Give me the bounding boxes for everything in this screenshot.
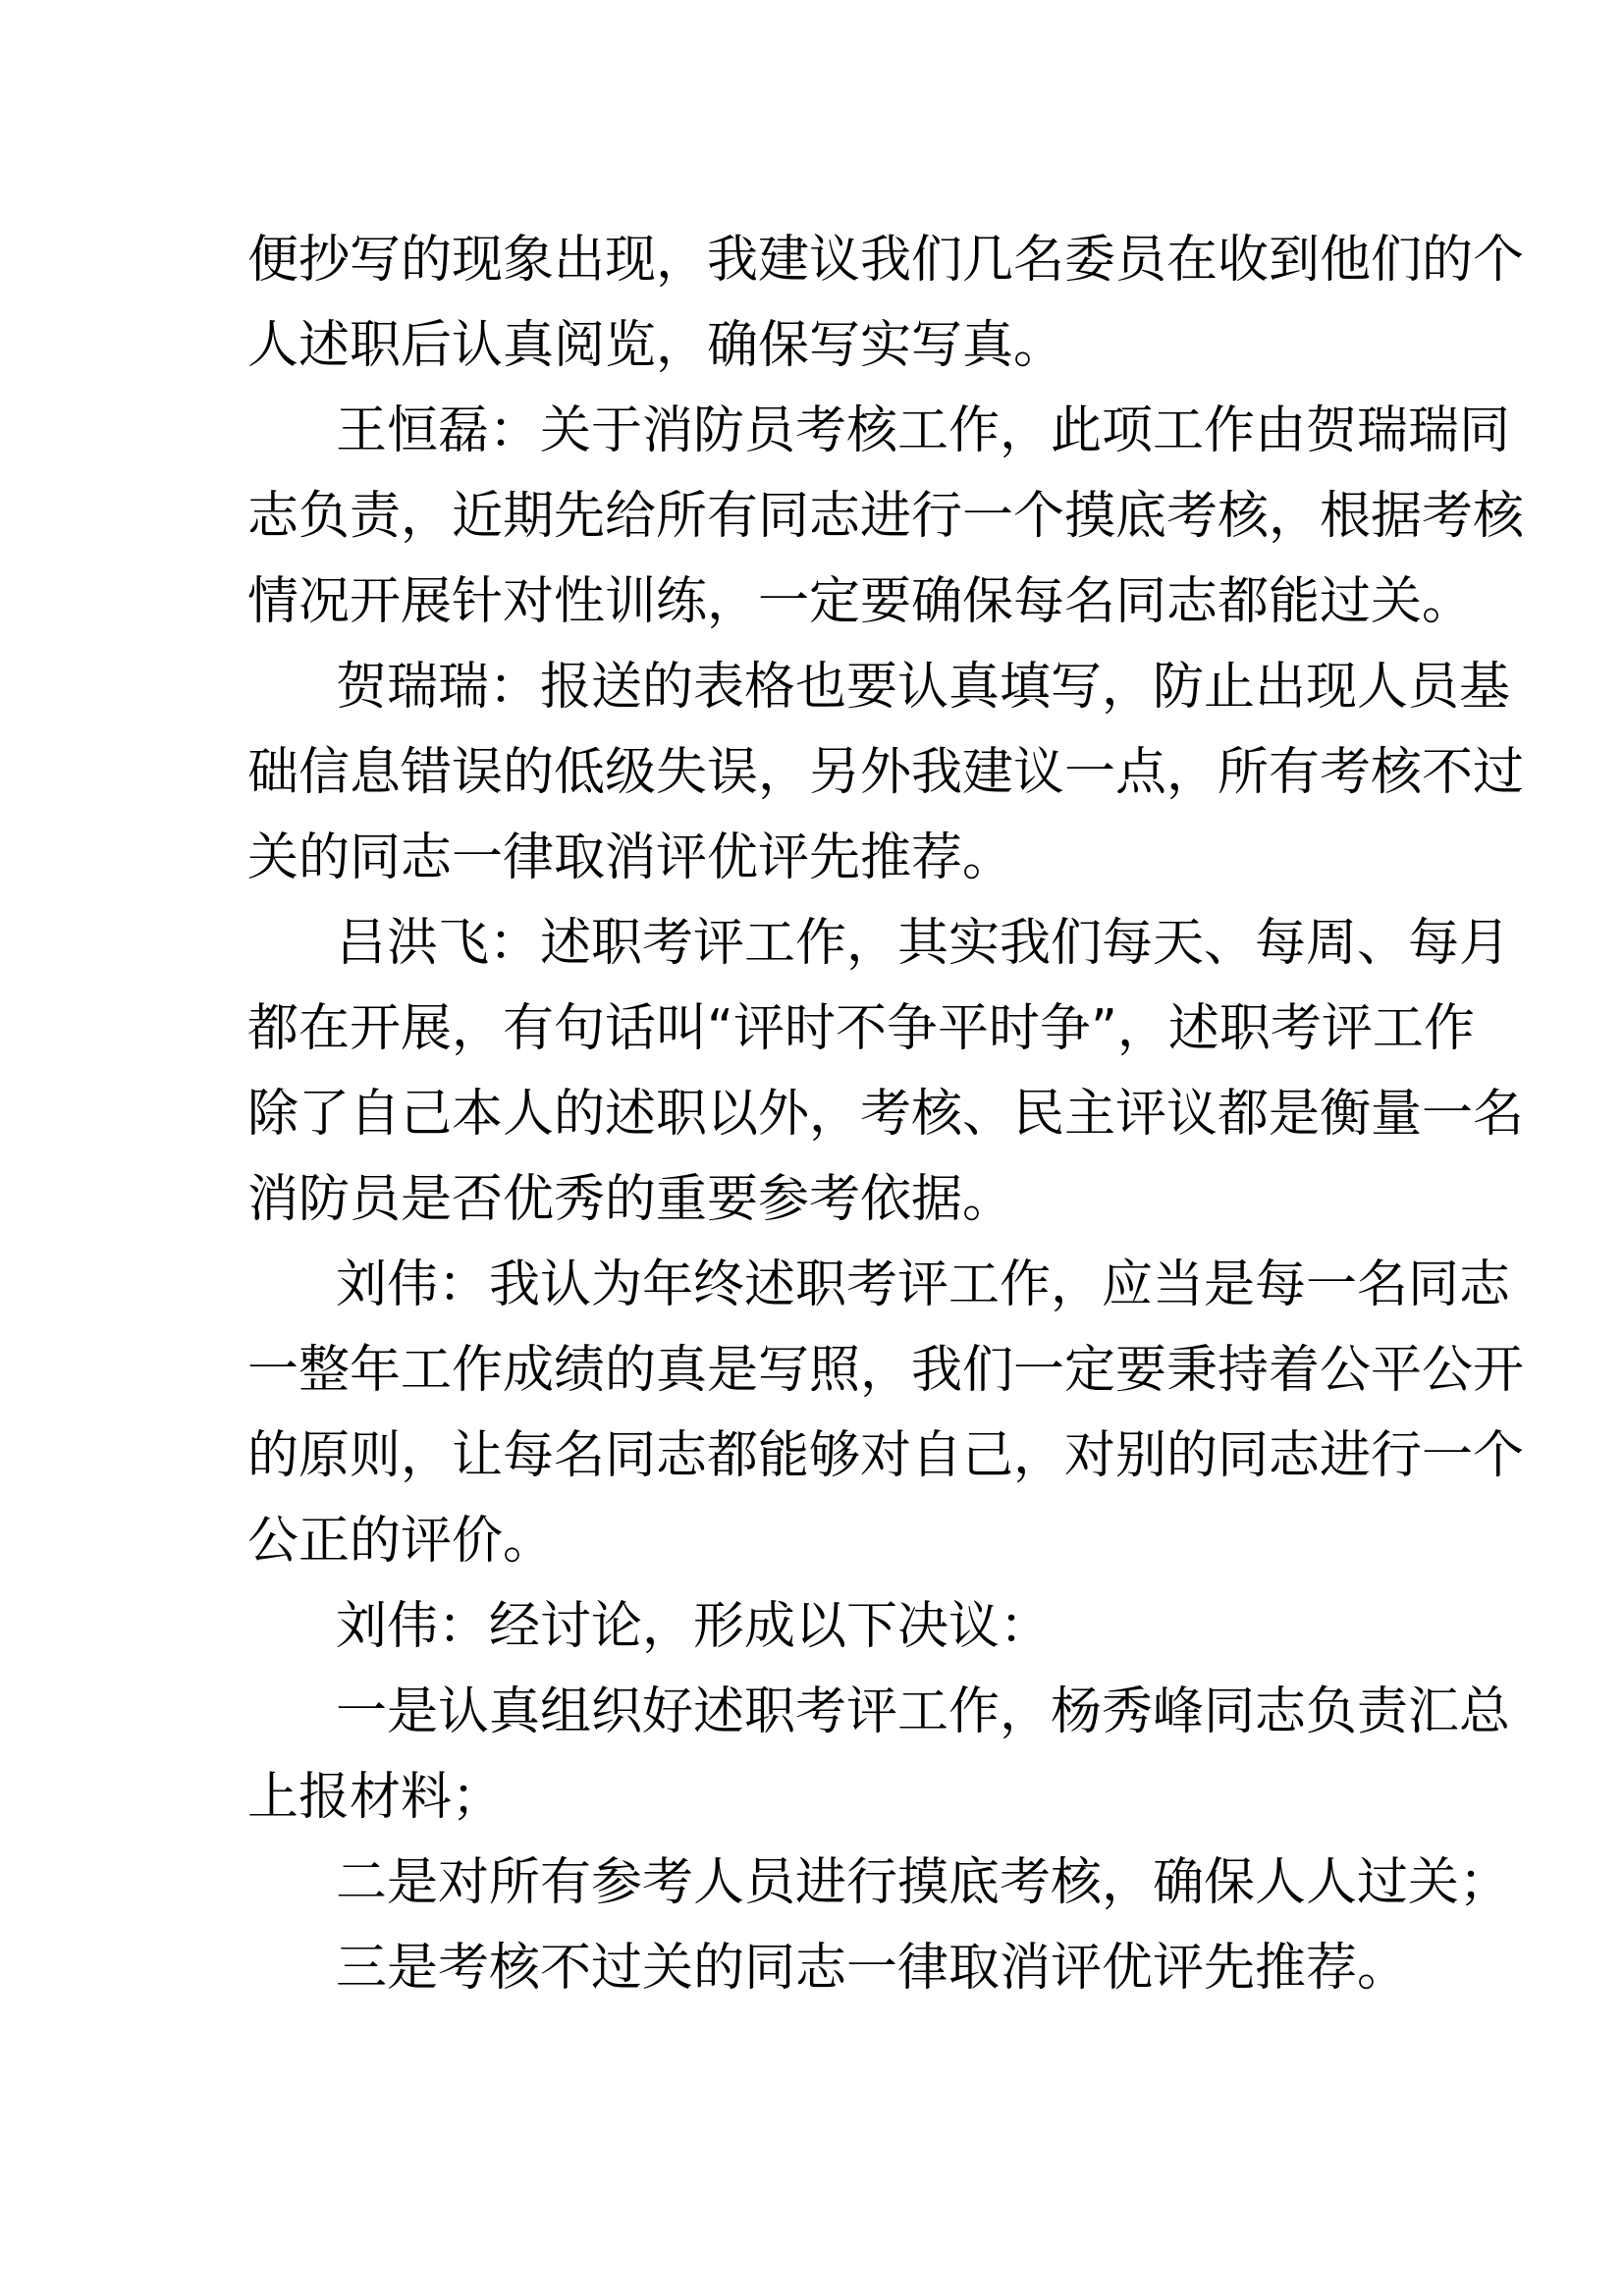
- text-line: 的原则，让每名同志都能够对自己，对别的同志进行一个: [247, 1426, 1525, 1485]
- paragraph-p6: [247, 1584, 1396, 1670]
- text-line: 础信息错误的低级失误，另外我建议一点，所有考核不过: [247, 743, 1525, 802]
- paragraph-p9: [247, 1926, 1409, 2011]
- document-body: [247, 218, 1525, 2011]
- paragraph-p8: [247, 1841, 1511, 1926]
- text-line: 吕洪飞：述职考评工作，其实我们每天、每周、每月: [336, 914, 1511, 973]
- text-line: 关的同志一律取消评优评先推荐。: [247, 828, 1014, 887]
- text-line: 刘伟：我认为年终述职考评工作，应当是每一名同志: [336, 1255, 1511, 1314]
- text-line: 除了自己本人的述职以外，考核、民主评议都是衡量一名: [247, 1085, 1525, 1144]
- text-line: 志负责，近期先给所有同志进行一个摸底考核，根据考核: [247, 487, 1525, 546]
- text-line: 三是考核不过关的同志一律取消评优评先推荐。: [336, 1939, 1409, 1998]
- text-line: 二是对所有参考人员进行摸底考核，确保人人过关；: [336, 1853, 1511, 1912]
- text-line: 人述职后认真阅览，确保写实写真。: [247, 316, 1065, 375]
- text-line: 上报材料；: [247, 1768, 504, 1827]
- paragraph-p7: [247, 1670, 1511, 1841]
- paragraph-p2: [247, 389, 1525, 645]
- text-line: 都在开展，有句话叫“评时不争平时争”，述职考评工作: [247, 999, 1475, 1058]
- paragraph-p3: [247, 645, 1525, 901]
- paragraph-p4: [247, 901, 1525, 1243]
- text-line: 消防员是否优秀的重要参考依据。: [247, 1170, 1014, 1229]
- text-line: 情况开展针对性训练，一定要确保每名同志都能过关。: [247, 572, 1474, 631]
- text-line: 贺瑞瑞：报送的表格也要认真填写，防止出现人员基: [336, 658, 1511, 717]
- text-line: 一整年工作成绩的真是写照，我们一定要秉持着公平公开: [247, 1341, 1525, 1400]
- text-line: 王恒磊：关于消防员考核工作，此项工作由贺瑞瑞同: [336, 401, 1511, 460]
- paragraph-p5: [247, 1243, 1525, 1584]
- text-line: 刘伟：经讨论，形成以下决议：: [336, 1597, 1052, 1656]
- text-line: 一是认真组织好述职考评工作，杨秀峰同志负责汇总: [336, 1682, 1511, 1741]
- text-line: 公正的评价。: [247, 1512, 555, 1571]
- text-line: 便抄写的现象出现，我建议我们几名委员在收到他们的个: [247, 231, 1525, 290]
- paragraph-p1: [247, 218, 1525, 389]
